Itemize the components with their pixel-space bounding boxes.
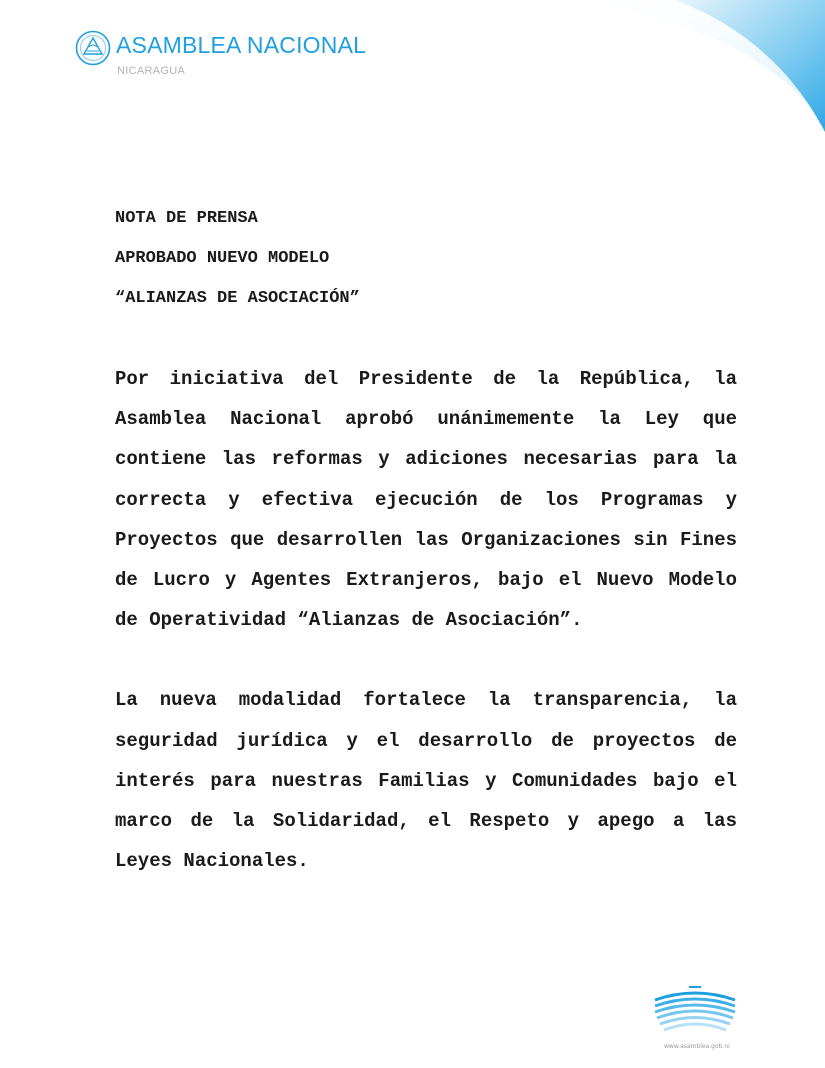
heading-line: “ALIANZAS DE ASOCIACIÓN” bbox=[115, 289, 360, 308]
press-release-heading bbox=[115, 199, 737, 319]
paragraph: La nueva modalidad fortalece la transparencia, la seguridad jurídica y el desarrollo de proyectos de interés para nuestras Familias y Comunidades bajo el marco de la Solidaridad, el Respeto y apego a las Leyes Nacionales. bbox=[115, 689, 737, 873]
footer-website: www.asamblea.gob.ni bbox=[664, 1043, 730, 1050]
organization-country: NICARAGUA bbox=[117, 65, 186, 77]
paragraph: Por iniciativa del Presidente de la República, la Asamblea Nacional aprobó unánimemente la Ley que contiene las reformas y adiciones necesarias para la correcta y efectiva ejecución de los Programas y Proyectos que desarrollen las Organizaciones sin Fines de Lucro y Agentes Extranjeros, bajo el Nuevo Modelo de Operatividad “Alianzas de Asociación”. bbox=[115, 368, 737, 632]
heading-line: NOTA DE PRENSA bbox=[115, 209, 258, 228]
organization-name: ASAMBLEA NACIONAL bbox=[116, 32, 367, 58]
heading-line: APROBADO NUEVO MODELO bbox=[115, 249, 330, 268]
assembly-chamber-icon bbox=[652, 984, 738, 1042]
nicaragua-seal-icon bbox=[75, 30, 111, 66]
press-release-body bbox=[115, 199, 737, 881]
decorative-swoosh bbox=[565, 0, 825, 140]
